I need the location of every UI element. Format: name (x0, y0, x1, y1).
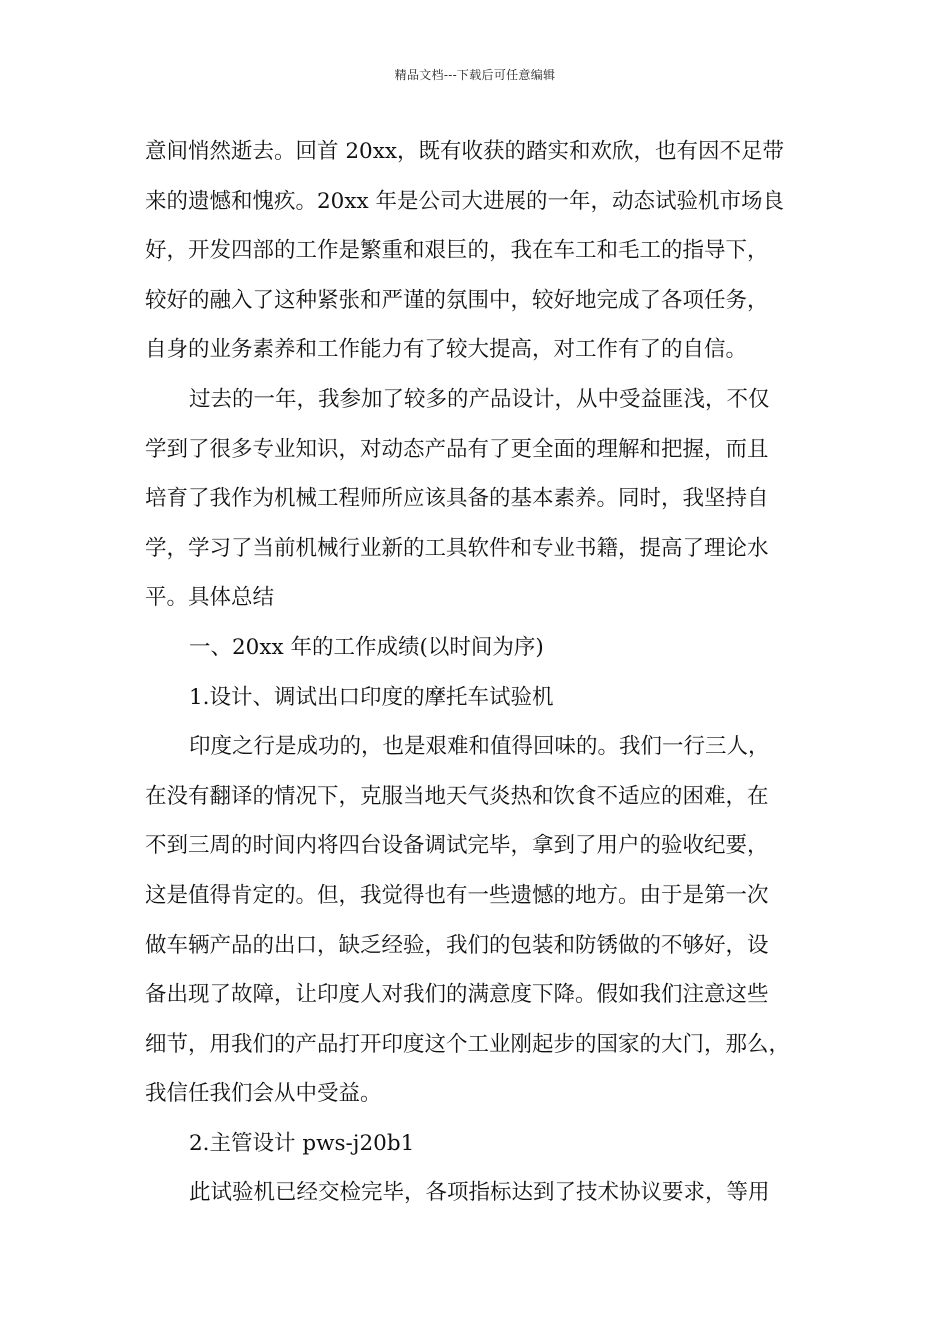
subsection-heading: 1.设计、调试出口印度的摩托车试验机 (189, 684, 554, 710)
text-line: 好，开发四部的工作是繁重和艰巨的，我在车工和毛工的指导下， (145, 238, 769, 264)
paragraph-first-line: 印度之行是成功的，也是艰难和值得回味的。我们一行三人， (189, 734, 770, 760)
text-line: 培育了我作为机械工程师所应该具备的基本素养。同时，我坚持自 (145, 486, 769, 512)
paragraph-first-line: 过去的一年，我参加了较多的产品设计，从中受益匪浅，不仅 (189, 386, 770, 412)
text-line: 学到了很多专业知识，对动态产品有了更全面的理解和把握，而且 (145, 436, 769, 462)
subsection-heading: 2.主管设计 pws-j20b1 (189, 1130, 415, 1156)
paragraph-first-line: 此试验机已经交检完毕，各项指标达到了技术协议要求，等用 (189, 1180, 770, 1206)
text-line: 做车辆产品的出口，缺乏经验，我们的包装和防锈做的不够好，设 (145, 932, 769, 958)
text-line: 这是值得肯定的。但，我觉得也有一些遗憾的地方。由于是第一次 (145, 882, 769, 908)
page-header: 精品文档---下载后可任意编辑 (394, 68, 556, 82)
text-line: 细节，用我们的产品打开印度这个工业刚起步的国家的大门，那么， (145, 1031, 791, 1057)
document-body (145, 127, 810, 1218)
text-line: 较好的融入了这种紧张和严谨的氛围中，较好地完成了各项任务， (145, 287, 769, 313)
text-line: 来的遗憾和愧疚。20xx 年是公司大进展的一年，动态试验机市场良 (145, 188, 784, 214)
text-line: 在没有翻译的情况下，克服当地天气炎热和饮食不适应的困难，在 (145, 783, 769, 809)
text-line: 意间悄然逝去。回首 20xx，既有收获的踏实和欢欣，也有因不足带 (145, 139, 784, 164)
text-line: 平。具体总结 (145, 585, 275, 611)
section-heading: 一、20xx 年的工作成绩(以时间为序) (189, 634, 544, 660)
text-line: 学，学习了当前机械行业新的工具软件和专业书籍，提高了理论水 (145, 535, 769, 561)
text-line: 不到三周的时间内将四台设备调试完毕，拿到了用户的验收纪要， (145, 833, 769, 859)
text-line: 我信任我们会从中受益。 (145, 1081, 382, 1107)
text-line: 自身的业务素养和工作能力有了较大提高，对工作有了的自信。 (145, 337, 748, 363)
text-line: 备出现了故障，让印度人对我们的满意度下降。假如我们注意这些 (145, 982, 769, 1008)
